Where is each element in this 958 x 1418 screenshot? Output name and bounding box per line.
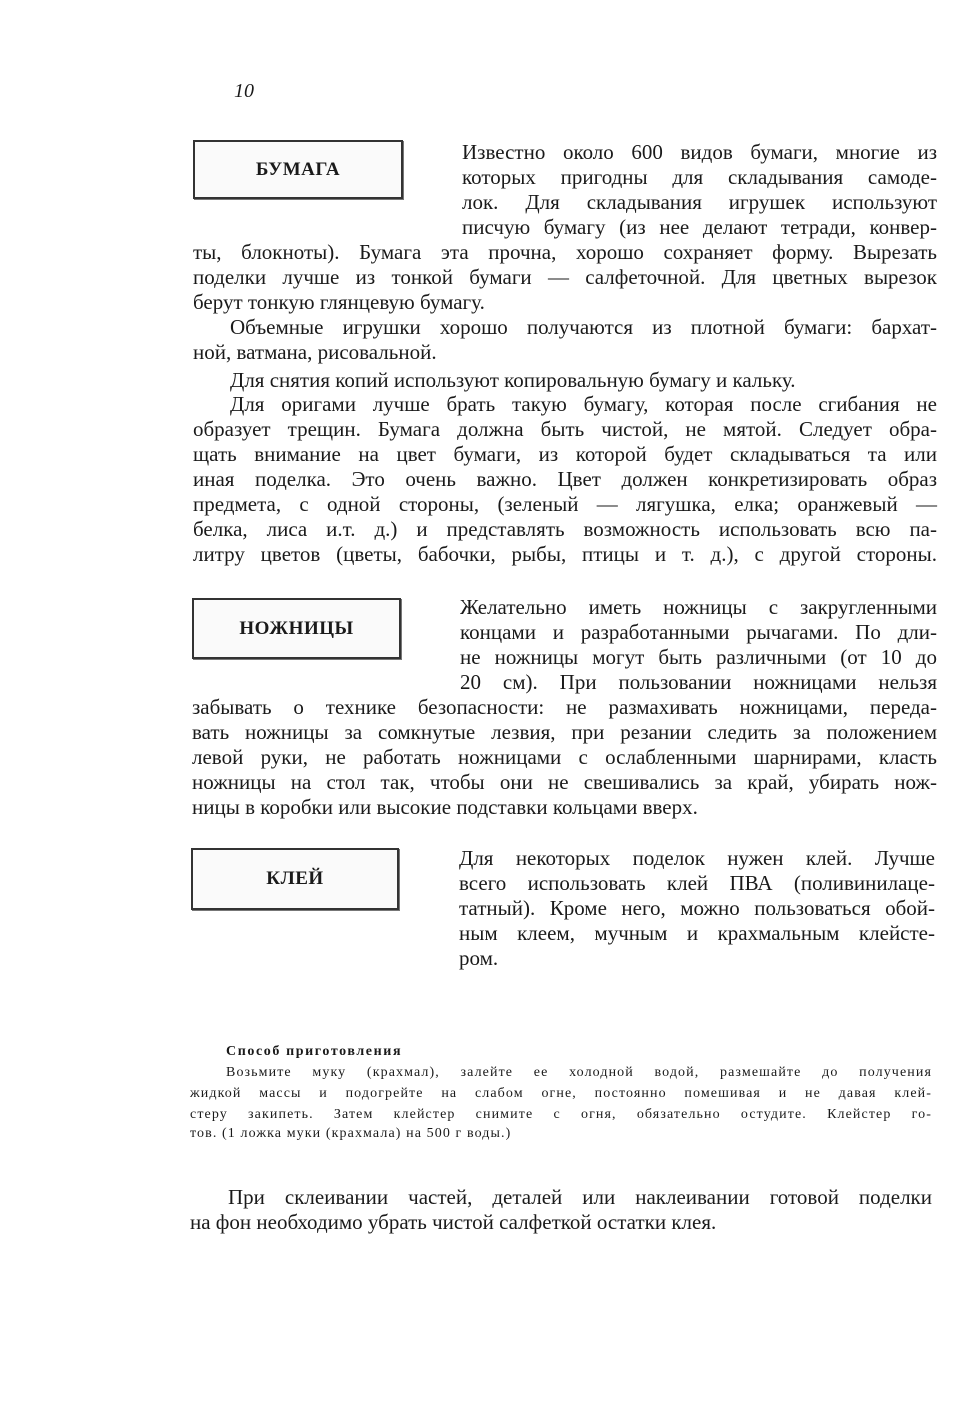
- text-line: Возьмите муку (крахмал), залейте ее холодной водой, размешайте до получения: [226, 1065, 932, 1080]
- text-line: которых пригодны для складывания самоде-: [462, 165, 937, 189]
- text-line: Для снятия копий используют копировальную бумагу и кальку.: [230, 368, 796, 392]
- text-line: Объемные игрушки хорошо получаются из плотной бумаги: бархат-: [230, 315, 937, 339]
- text-line: образует трещин. Бумага должна быть чистой, не мятой. Следует обра-: [193, 417, 937, 441]
- text-line: ницы в коробки или высокие подставки кольцами вверх.: [192, 795, 698, 819]
- text-line: Желательно иметь ножницы с закругленными: [460, 595, 937, 619]
- text-line: поделки лучше из тонкой бумаги — салфеточной. Для цветных вырезок: [193, 265, 937, 289]
- text-line: забывать о технике безопасности: не размахивать ножницами, переда-: [192, 695, 937, 719]
- text-line: левой руки, не работать ножницами с ослабленными шарнирами, класть: [192, 745, 937, 769]
- text-line: писчую бумагу (из нее делают тетради, конвер-: [462, 215, 937, 239]
- text-line: не ножницы могут быть различными (от 10 до: [460, 645, 937, 669]
- text-line: на фон необходимо убрать чистой салфеткой остатки клея.: [190, 1210, 717, 1234]
- text-line: ром.: [459, 946, 499, 970]
- text-line: берут тонкую глянцевую бумагу.: [193, 290, 485, 314]
- text-line: предмета, с одной стороны, (зеленый — лягушка, елка; оранжевый —: [193, 492, 937, 516]
- text-line: Для некоторых поделок нужен клей. Лучше: [459, 846, 935, 870]
- text-line: При склеивании частей, деталей или наклеивании готовой поделки: [228, 1185, 932, 1209]
- text-line: концами и разработанными рычагами. По дли-: [460, 620, 937, 644]
- text-line: 20 см). При пользовании ножницами нельзя: [460, 670, 937, 694]
- text-line: ножницы на стол так, чтобы они не свешивались за край, убирать нож-: [192, 770, 937, 794]
- text-line: ным клеем, мучным и крахмальным клейсте-: [459, 921, 935, 945]
- recipe-title: Способ приготовления: [226, 1044, 403, 1059]
- text-line: литру цветов (цветы, бабочки, рыбы, птицы и т. д.), с другой стороны.: [193, 542, 937, 566]
- text-line: иная поделка. Это очень важно. Цвет должен конкретизировать образ: [193, 467, 937, 491]
- heading-box-paper: БУМАГА: [193, 140, 403, 199]
- text-line: жидкой массы и подогрейте на слабом огне, постоянно помешивая и не давая клей-: [190, 1086, 932, 1101]
- text-line: всего использовать клей ПВА (поливинилаце-: [459, 871, 935, 895]
- text-line: белка, лиса и.т. д.) и представлять возможность использовать всю па-: [193, 517, 937, 541]
- page-number: 10: [234, 80, 254, 102]
- text-line: татный). Кроме него, можно пользоваться обой-: [459, 896, 935, 920]
- text-line: тов. (1 ложка муки (крахмала) на 500 г воды.): [190, 1126, 512, 1141]
- text-line: щать внимание на цвет бумаги, из которой будет складываться та или: [193, 442, 937, 466]
- text-line: Для оригами лучше брать такую бумагу, которая после сгибания не: [230, 392, 937, 416]
- text-line: вать ножницы за сомкнутые лезвия, при резании следить за положением: [192, 720, 937, 744]
- heading-box-scissors: НОЖНИЦЫ: [192, 598, 401, 659]
- text-line: стеру закипеть. Затем клейстер снимите с огня, обязательно остудите. Клейстер го-: [190, 1107, 932, 1122]
- text-line: Известно около 600 видов бумаги, многие из: [462, 140, 937, 164]
- heading-box-glue: КЛЕЙ: [191, 848, 399, 910]
- text-line: ной, ватмана, рисовальной.: [193, 340, 437, 364]
- text-line: лок. Для складывания игрушек используют: [462, 190, 937, 214]
- text-line: ты, блокноты). Бумага эта прочна, хорошо сохраняет форму. Вырезать: [193, 240, 937, 264]
